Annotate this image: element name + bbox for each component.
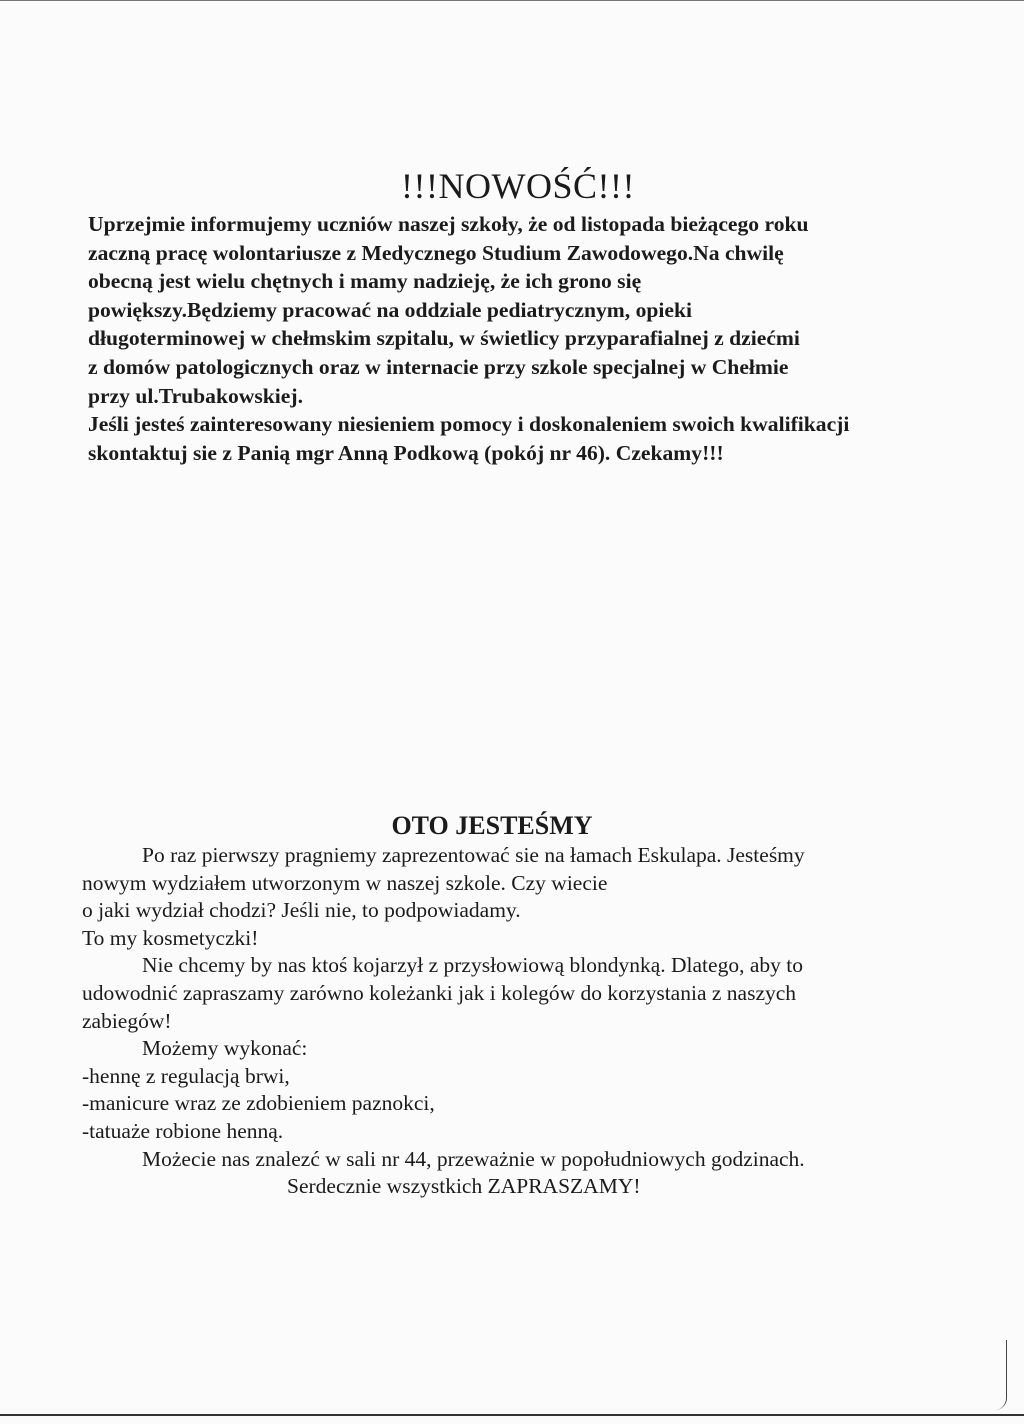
scan-bottom-edge [0,1414,1024,1416]
closing-invitation: Serdecznie wszystkich ZAPRASZAMY! [287,1174,641,1199]
about-us-section [82,810,942,1201]
notice-line: obecną jest wielu chętnych i mamy nadzieję, że ich grono się [88,269,642,294]
about-line: Możecie nas znalezć w sali nr 44, przeważnie w popołudniowych godzinach. [142,1146,805,1171]
about-line: nowym wydziałem utworzonym w naszej szkole. Czy wiecie [82,870,608,895]
notice-body [88,210,948,467]
about-line: o jaki wydział chodzi? Jeśli nie, to podpowiadamy. [82,898,521,923]
notice-line: Uprzejmie informujemy uczniów naszej szkoły, że od listopada bieżącego roku [88,212,809,236]
about-line: To my kosmetyczki! [82,925,259,950]
scan-top-edge [0,0,1024,1]
notice-line: Jeśli jesteś zainteresowany niesieniem pomocy i doskonaleniem swoich kwalifikacji [88,412,850,437]
notice-line: przy ul.Trubakowskiej. [88,383,303,408]
about-body [82,842,942,1201]
service-item: -tatuaże robione henną. [82,1118,284,1143]
notice-line: powiększy.Będziemy pracować na oddziale pediatrycznym, opieki [88,297,692,322]
news-notice [88,166,948,467]
about-line: Możemy wykonać: [142,1036,308,1061]
about-title: OTO JESTEŚMY [391,811,593,840]
about-line: Po raz pierwszy pragniemy zaprezentować sie na łamach Eskulapa. Jesteśmy [142,843,805,867]
notice-line: z domów patologicznych oraz w internacie przy szkole specjalnej w Chełmie [88,354,789,379]
service-item: -hennę z regulacją brwi, [82,1063,290,1088]
notice-line: długoterminowej w chełmskim szpitalu, w świetlicy przyparafialnej z dziećmi [88,326,800,351]
notice-line: skontaktuj sie z Panią mgr Anną Podkową (pokój nr 46). Czekamy!!! [88,440,724,465]
notice-line: zaczną pracę wolontariusze z Medycznego Studium Zawodowego.Na chwilę [88,240,784,265]
scan-corner-artifact [990,1340,1007,1410]
about-line: Nie chcemy by nas ktoś kojarzył z przysłowiową blondynką. Dlatego, aby to [142,953,803,978]
about-line: zabiegów! [82,1008,172,1033]
about-line: udowodnić zapraszamy zarówno koleżanki jak i kolegów do korzystania z naszych [82,980,797,1005]
service-item: -manicure wraz ze zdobieniem paznokci, [82,1091,435,1116]
notice-title: !!!NOWOŚĆ!!! [401,166,635,206]
